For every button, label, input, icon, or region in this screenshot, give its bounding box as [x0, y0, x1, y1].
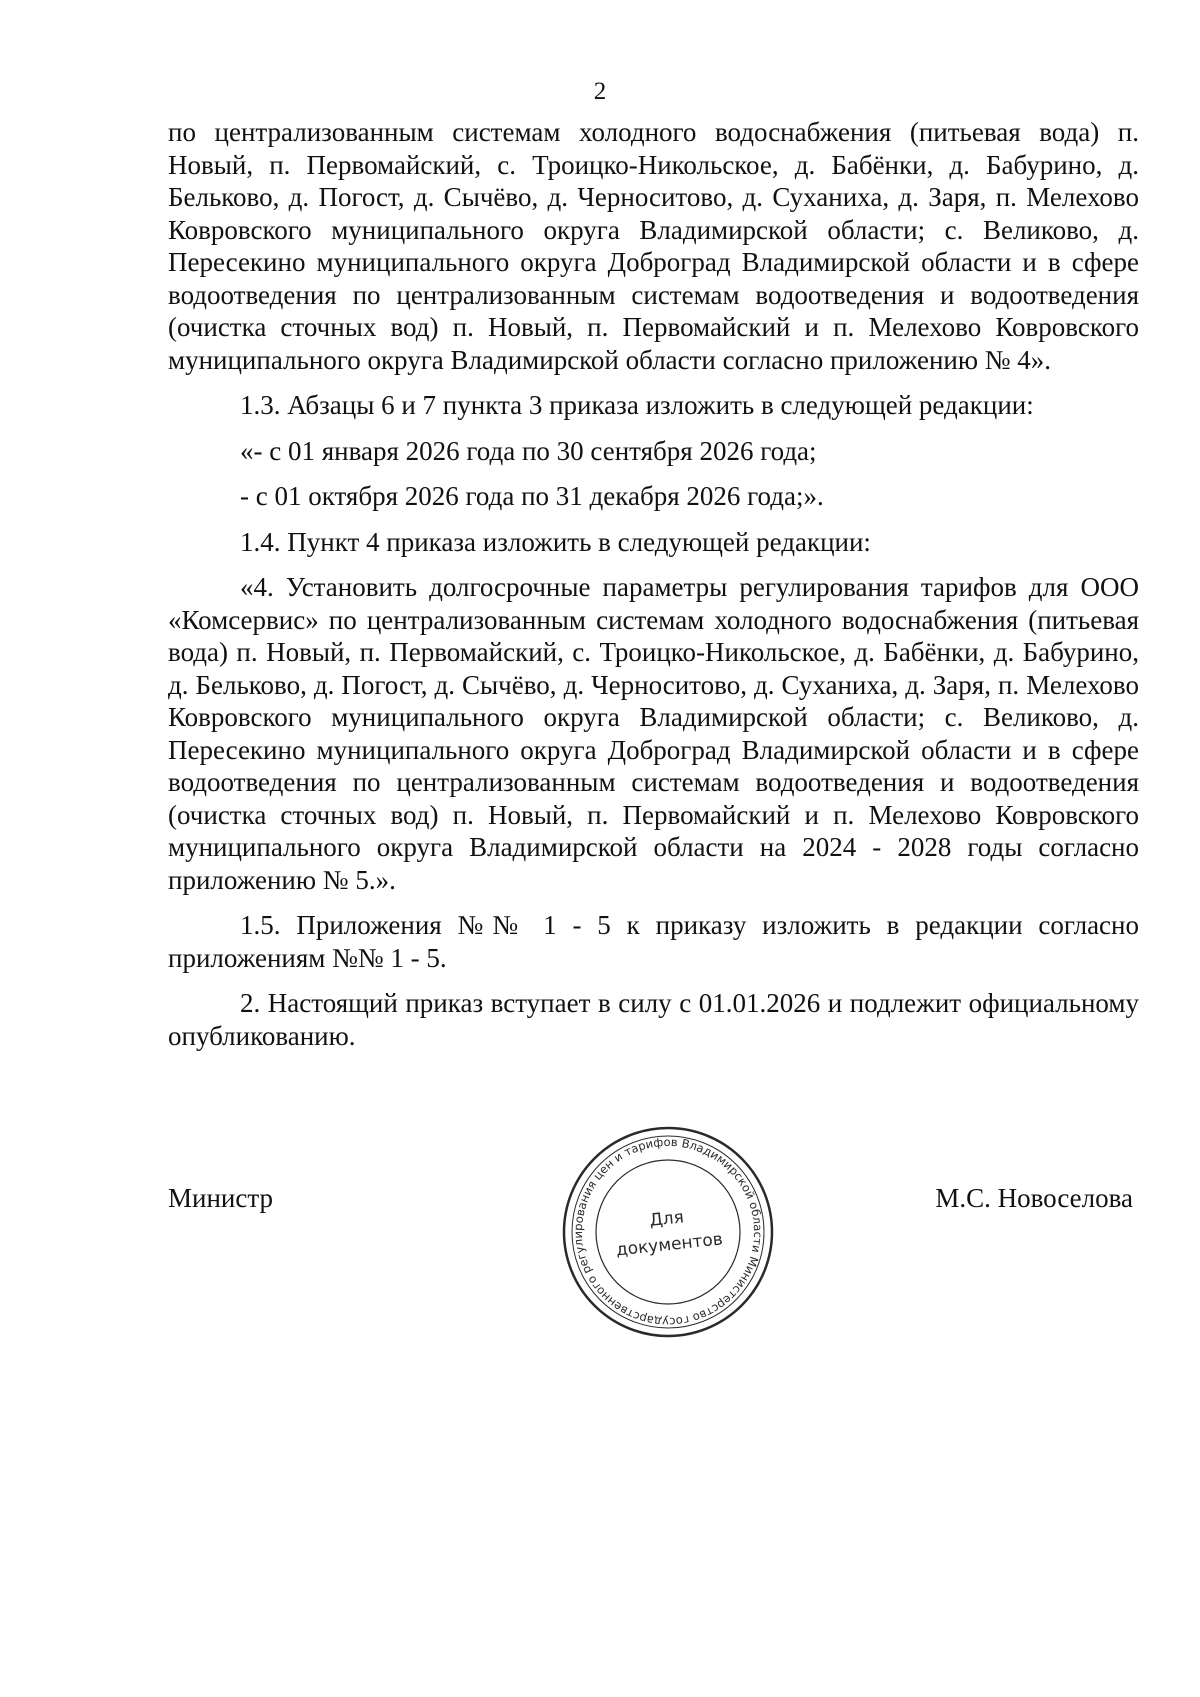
paragraph-date-range-2: - с 01 октября 2026 года по 31 декабря 2026 года;».	[240, 481, 824, 511]
paragraph-1-3: 1.3. Абзацы 6 и 7 пункта 3 приказа изложить в следующей редакции:	[240, 390, 1034, 420]
signatory-title: Министр	[168, 1183, 273, 1213]
stamp-outer-ring	[564, 1128, 772, 1336]
paragraph-continuation: по централизованным системам холодного водоснабжения (питьевая вода) п. Новый, п. Первомайский, с. Троицко-Никольское, д. Бабёнки, д. Бабурино, д. Бельково, д. Погост, д. Сычёво, д. Черноситово, д. Суханиха, д. Заря, п. Мелехово Ковровского муниципального округа Владимирской области; с. Великово, д. Пересекино муниципального округа Доброград Владимирской области и в сфере водоотведения по централизованным системам водоотведения и водоотведения (очистка сточных вод) п. Новый, п. Первомайский и п. Мелехово Ковровского муниципального округа Владимирской области согласно приложению № 4».	[168, 117, 1139, 375]
stamp-ring-text	[558, 1122, 778, 1342]
official-stamp	[558, 1122, 778, 1342]
stamp-ring-textpath: Министерство государственного регулирования цен и тарифов Владимирской области	[570, 1134, 766, 1330]
paragraph-1-5: 1.5. Приложения №№ 1 - 5 к приказу изложить в редакции согласно приложениям №№ 1 - 5.	[168, 910, 1139, 973]
stamp-center-line2: документов	[614, 1229, 724, 1261]
paragraph-date-range-1: «- с 01 января 2026 года по 30 сентября 2026 года;	[240, 435, 817, 466]
page-number: 2	[593, 78, 607, 105]
paragraph-item-4: «4. Установить долгосрочные параметры регулирования тарифов для ООО «Комсервис» по централизованным системам холодного водоснабжения (питьевая вода) п. Новый, п. Первомайский, с. Троицко-Никольское, д. Бабёнки, д. Бабурино, д. Бельково, д. Погост, д. Сычёво, д. Черноситово, д. Суханиха, д. Заря, п. Мелехово Ковровского муниципального округа Владимирской области; с. Великово, д. Пересекино муниципального округа Доброград Владимирской области и в сфере водоотведения по централизованным системам водоотведения и водоотведения (очистка сточных вод) п. Новый, п. Первомайский и п. Мелехово Ковровского муниципального округа Владимирской области на 2024 - 2028 годы согласно приложению № 5.».	[168, 572, 1139, 895]
signatory-name: М.С. Новоселова	[935, 1183, 1133, 1213]
paragraph-1-4: 1.4. Пункт 4 приказа изложить в следующей редакции:	[240, 526, 871, 557]
document-body	[168, 116, 1139, 1052]
paragraph-2: 2. Настоящий приказ вступает в силу с 01.01.2026 и подлежит официальному опубликованию.	[168, 988, 1139, 1051]
stamp-center-line1: Для	[648, 1207, 685, 1231]
